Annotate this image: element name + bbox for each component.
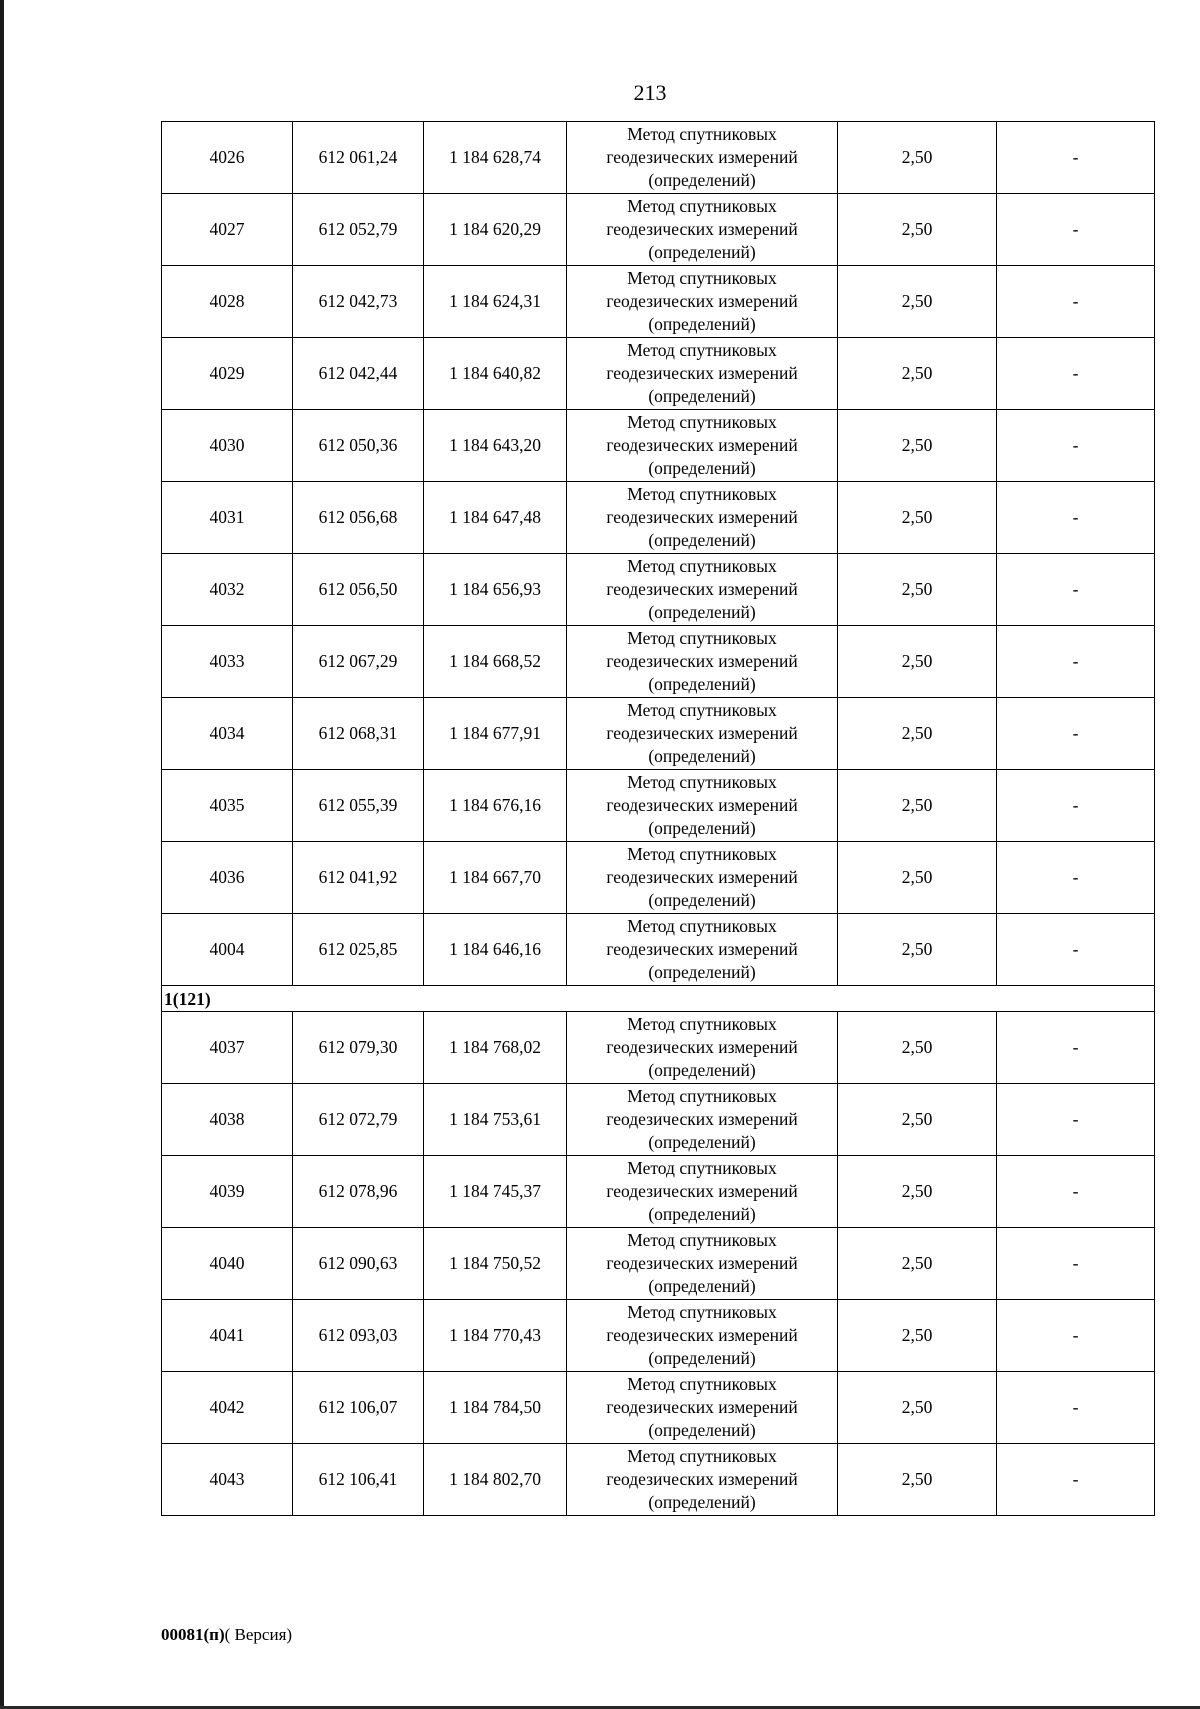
method-cell	[567, 410, 838, 482]
method-line: Метод спутниковых	[627, 916, 777, 936]
note-cell: -	[997, 1372, 1155, 1444]
method-line: (определений)	[648, 530, 756, 550]
y-coordinate-cell: 1 184 667,70	[424, 842, 567, 914]
method-line: Метод спутниковых	[627, 196, 777, 216]
point-number-cell: 4042	[162, 1372, 293, 1444]
note-cell: -	[997, 1444, 1155, 1516]
x-coordinate-cell: 612 061,24	[293, 122, 424, 194]
point-number-cell: 4029	[162, 338, 293, 410]
method-line: (определений)	[648, 818, 756, 838]
scan-edge-left	[0, 0, 4, 1709]
y-coordinate-cell: 1 184 802,70	[424, 1444, 567, 1516]
accuracy-cell: 2,50	[838, 1084, 997, 1156]
table-body	[162, 122, 1155, 1516]
section-label: 1(121)	[162, 986, 1155, 1012]
note-cell: -	[997, 194, 1155, 266]
section-header-row	[162, 986, 1155, 1012]
method-line: (определений)	[648, 458, 756, 478]
note-cell: -	[997, 122, 1155, 194]
x-coordinate-cell: 612 068,31	[293, 698, 424, 770]
point-number-cell: 4043	[162, 1444, 293, 1516]
method-line: геодезических измерений	[606, 1397, 798, 1417]
method-line: геодезических измерений	[606, 1181, 798, 1201]
method-cell	[567, 1012, 838, 1084]
note-cell: -	[997, 698, 1155, 770]
x-coordinate-cell: 612 106,07	[293, 1372, 424, 1444]
point-number-cell: 4026	[162, 122, 293, 194]
x-coordinate-cell: 612 050,36	[293, 410, 424, 482]
footer-suffix: ( Версия)	[224, 1625, 293, 1644]
point-number-cell: 4030	[162, 410, 293, 482]
method-line: (определений)	[648, 674, 756, 694]
y-coordinate-cell: 1 184 668,52	[424, 626, 567, 698]
method-cell	[567, 482, 838, 554]
x-coordinate-cell: 612 056,50	[293, 554, 424, 626]
method-cell	[567, 1084, 838, 1156]
accuracy-cell: 2,50	[838, 914, 997, 986]
page-number: 213	[633, 80, 667, 105]
method-line: (определений)	[648, 746, 756, 766]
point-number-cell: 4031	[162, 482, 293, 554]
x-coordinate-cell: 612 052,79	[293, 194, 424, 266]
y-coordinate-cell: 1 184 784,50	[424, 1372, 567, 1444]
method-line: геодезических измерений	[606, 1253, 798, 1273]
note-cell: -	[997, 338, 1155, 410]
method-line: (определений)	[648, 386, 756, 406]
accuracy-cell: 2,50	[838, 338, 997, 410]
method-cell	[567, 1300, 838, 1372]
point-number-cell: 4036	[162, 842, 293, 914]
method-cell	[567, 1444, 838, 1516]
method-line: геодезических измерений	[606, 1469, 798, 1489]
coordinates-table	[161, 121, 1155, 1516]
x-coordinate-cell: 612 078,96	[293, 1156, 424, 1228]
method-line: Метод спутниковых	[627, 1230, 777, 1250]
note-cell: -	[997, 1084, 1155, 1156]
note-cell: -	[997, 1228, 1155, 1300]
accuracy-cell: 2,50	[838, 1228, 997, 1300]
method-cell	[567, 266, 838, 338]
method-line: геодезических измерений	[606, 363, 798, 383]
method-line: геодезических измерений	[606, 651, 798, 671]
method-line: (определений)	[648, 1276, 756, 1296]
method-line: Метод спутниковых	[627, 1086, 777, 1106]
y-coordinate-cell: 1 184 770,43	[424, 1300, 567, 1372]
y-coordinate-cell: 1 184 677,91	[424, 698, 567, 770]
x-coordinate-cell: 612 090,63	[293, 1228, 424, 1300]
table-row	[162, 122, 1155, 194]
method-line: геодезических измерений	[606, 219, 798, 239]
method-line: геодезических измерений	[606, 1037, 798, 1057]
method-line: (определений)	[648, 1348, 756, 1368]
method-line: геодезических измерений	[606, 939, 798, 959]
method-line: Метод спутниковых	[627, 340, 777, 360]
method-line: (определений)	[648, 1204, 756, 1224]
point-number-cell: 4028	[162, 266, 293, 338]
y-coordinate-cell: 1 184 768,02	[424, 1012, 567, 1084]
table-row	[162, 1300, 1155, 1372]
table-row	[162, 1156, 1155, 1228]
method-line: Метод спутниковых	[627, 1158, 777, 1178]
y-coordinate-cell: 1 184 643,20	[424, 410, 567, 482]
method-cell	[567, 698, 838, 770]
x-coordinate-cell: 612 067,29	[293, 626, 424, 698]
table-row	[162, 914, 1155, 986]
method-line: Метод спутниковых	[627, 1302, 777, 1322]
point-number-cell: 4040	[162, 1228, 293, 1300]
table-row	[162, 1084, 1155, 1156]
method-cell	[567, 194, 838, 266]
method-line: геодезических измерений	[606, 867, 798, 887]
table-row	[162, 1228, 1155, 1300]
table-row	[162, 482, 1155, 554]
method-line: геодезических измерений	[606, 723, 798, 743]
accuracy-cell: 2,50	[838, 698, 997, 770]
point-number-cell: 4038	[162, 1084, 293, 1156]
point-number-cell: 4032	[162, 554, 293, 626]
method-line: геодезических измерений	[606, 1325, 798, 1345]
accuracy-cell: 2,50	[838, 1012, 997, 1084]
accuracy-cell: 2,50	[838, 122, 997, 194]
method-line: (определений)	[648, 242, 756, 262]
method-line: (определений)	[648, 962, 756, 982]
method-line: (определений)	[648, 314, 756, 334]
accuracy-cell: 2,50	[838, 626, 997, 698]
y-coordinate-cell: 1 184 646,16	[424, 914, 567, 986]
coordinates-table-container	[161, 121, 1154, 1516]
y-coordinate-cell: 1 184 656,93	[424, 554, 567, 626]
table-row	[162, 842, 1155, 914]
y-coordinate-cell: 1 184 753,61	[424, 1084, 567, 1156]
x-coordinate-cell: 612 093,03	[293, 1300, 424, 1372]
method-cell	[567, 1156, 838, 1228]
method-cell	[567, 626, 838, 698]
accuracy-cell: 2,50	[838, 410, 997, 482]
method-line: Метод спутниковых	[627, 700, 777, 720]
accuracy-cell: 2,50	[838, 1372, 997, 1444]
accuracy-cell: 2,50	[838, 482, 997, 554]
accuracy-cell: 2,50	[838, 770, 997, 842]
note-cell: -	[997, 1012, 1155, 1084]
accuracy-cell: 2,50	[838, 1156, 997, 1228]
method-cell	[567, 1228, 838, 1300]
point-number-cell: 4027	[162, 194, 293, 266]
method-line: (определений)	[648, 1132, 756, 1152]
table-row	[162, 410, 1155, 482]
point-number-cell: 4041	[162, 1300, 293, 1372]
method-line: (определений)	[648, 1060, 756, 1080]
note-cell: -	[997, 266, 1155, 338]
method-line: Метод спутниковых	[627, 268, 777, 288]
note-cell: -	[997, 1300, 1155, 1372]
table-row	[162, 338, 1155, 410]
method-line: геодезических измерений	[606, 1109, 798, 1129]
accuracy-cell: 2,50	[838, 842, 997, 914]
point-number-cell: 4037	[162, 1012, 293, 1084]
x-coordinate-cell: 612 072,79	[293, 1084, 424, 1156]
note-cell: -	[997, 914, 1155, 986]
accuracy-cell: 2,50	[838, 194, 997, 266]
method-line: геодезических измерений	[606, 795, 798, 815]
table-row	[162, 554, 1155, 626]
point-number-cell: 4035	[162, 770, 293, 842]
method-line: Метод спутниковых	[627, 484, 777, 504]
method-line: Метод спутниковых	[627, 1374, 777, 1394]
point-number-cell: 4033	[162, 626, 293, 698]
y-coordinate-cell: 1 184 745,37	[424, 1156, 567, 1228]
method-line: геодезических измерений	[606, 507, 798, 527]
accuracy-cell: 2,50	[838, 1444, 997, 1516]
method-line: Метод спутниковых	[627, 556, 777, 576]
table-row	[162, 1444, 1155, 1516]
x-coordinate-cell: 612 042,73	[293, 266, 424, 338]
table-row	[162, 698, 1155, 770]
table-row	[162, 770, 1155, 842]
method-cell	[567, 1372, 838, 1444]
method-cell	[567, 770, 838, 842]
y-coordinate-cell: 1 184 750,52	[424, 1228, 567, 1300]
y-coordinate-cell: 1 184 640,82	[424, 338, 567, 410]
x-coordinate-cell: 612 055,39	[293, 770, 424, 842]
method-line: (определений)	[648, 602, 756, 622]
note-cell: -	[997, 842, 1155, 914]
x-coordinate-cell: 612 041,92	[293, 842, 424, 914]
document-footer	[161, 1625, 292, 1645]
accuracy-cell: 2,50	[838, 266, 997, 338]
method-line: (определений)	[648, 1420, 756, 1440]
table-row	[162, 266, 1155, 338]
y-coordinate-cell: 1 184 647,48	[424, 482, 567, 554]
y-coordinate-cell: 1 184 624,31	[424, 266, 567, 338]
method-line: Метод спутниковых	[627, 1446, 777, 1466]
accuracy-cell: 2,50	[838, 554, 997, 626]
method-line: геодезических измерений	[606, 579, 798, 599]
table-row	[162, 194, 1155, 266]
method-cell	[567, 122, 838, 194]
point-number-cell: 4034	[162, 698, 293, 770]
x-coordinate-cell: 612 025,85	[293, 914, 424, 986]
method-line: (определений)	[648, 890, 756, 910]
x-coordinate-cell: 612 042,44	[293, 338, 424, 410]
method-line: геодезических измерений	[606, 291, 798, 311]
footer-code: 00081(п)	[161, 1625, 225, 1644]
note-cell: -	[997, 482, 1155, 554]
table-row	[162, 626, 1155, 698]
method-line: Метод спутниковых	[627, 844, 777, 864]
method-line: (определений)	[648, 1492, 756, 1512]
y-coordinate-cell: 1 184 620,29	[424, 194, 567, 266]
method-cell	[567, 338, 838, 410]
table-row	[162, 1372, 1155, 1444]
note-cell: -	[997, 626, 1155, 698]
x-coordinate-cell: 612 106,41	[293, 1444, 424, 1516]
method-line: Метод спутниковых	[627, 628, 777, 648]
note-cell: -	[997, 554, 1155, 626]
y-coordinate-cell: 1 184 628,74	[424, 122, 567, 194]
method-line: геодезических измерений	[606, 435, 798, 455]
x-coordinate-cell: 612 056,68	[293, 482, 424, 554]
method-line: Метод спутниковых	[627, 124, 777, 144]
note-cell: -	[997, 1156, 1155, 1228]
method-line: Метод спутниковых	[627, 412, 777, 432]
x-coordinate-cell: 612 079,30	[293, 1012, 424, 1084]
point-number-cell: 4004	[162, 914, 293, 986]
method-line: геодезических измерений	[606, 147, 798, 167]
accuracy-cell: 2,50	[838, 1300, 997, 1372]
point-number-cell: 4039	[162, 1156, 293, 1228]
y-coordinate-cell: 1 184 676,16	[424, 770, 567, 842]
method-line: Метод спутниковых	[627, 1014, 777, 1034]
note-cell: -	[997, 770, 1155, 842]
method-cell	[567, 554, 838, 626]
method-line: Метод спутниковых	[627, 772, 777, 792]
method-line: (определений)	[648, 170, 756, 190]
method-cell	[567, 914, 838, 986]
note-cell: -	[997, 410, 1155, 482]
table-row	[162, 1012, 1155, 1084]
method-cell	[567, 842, 838, 914]
